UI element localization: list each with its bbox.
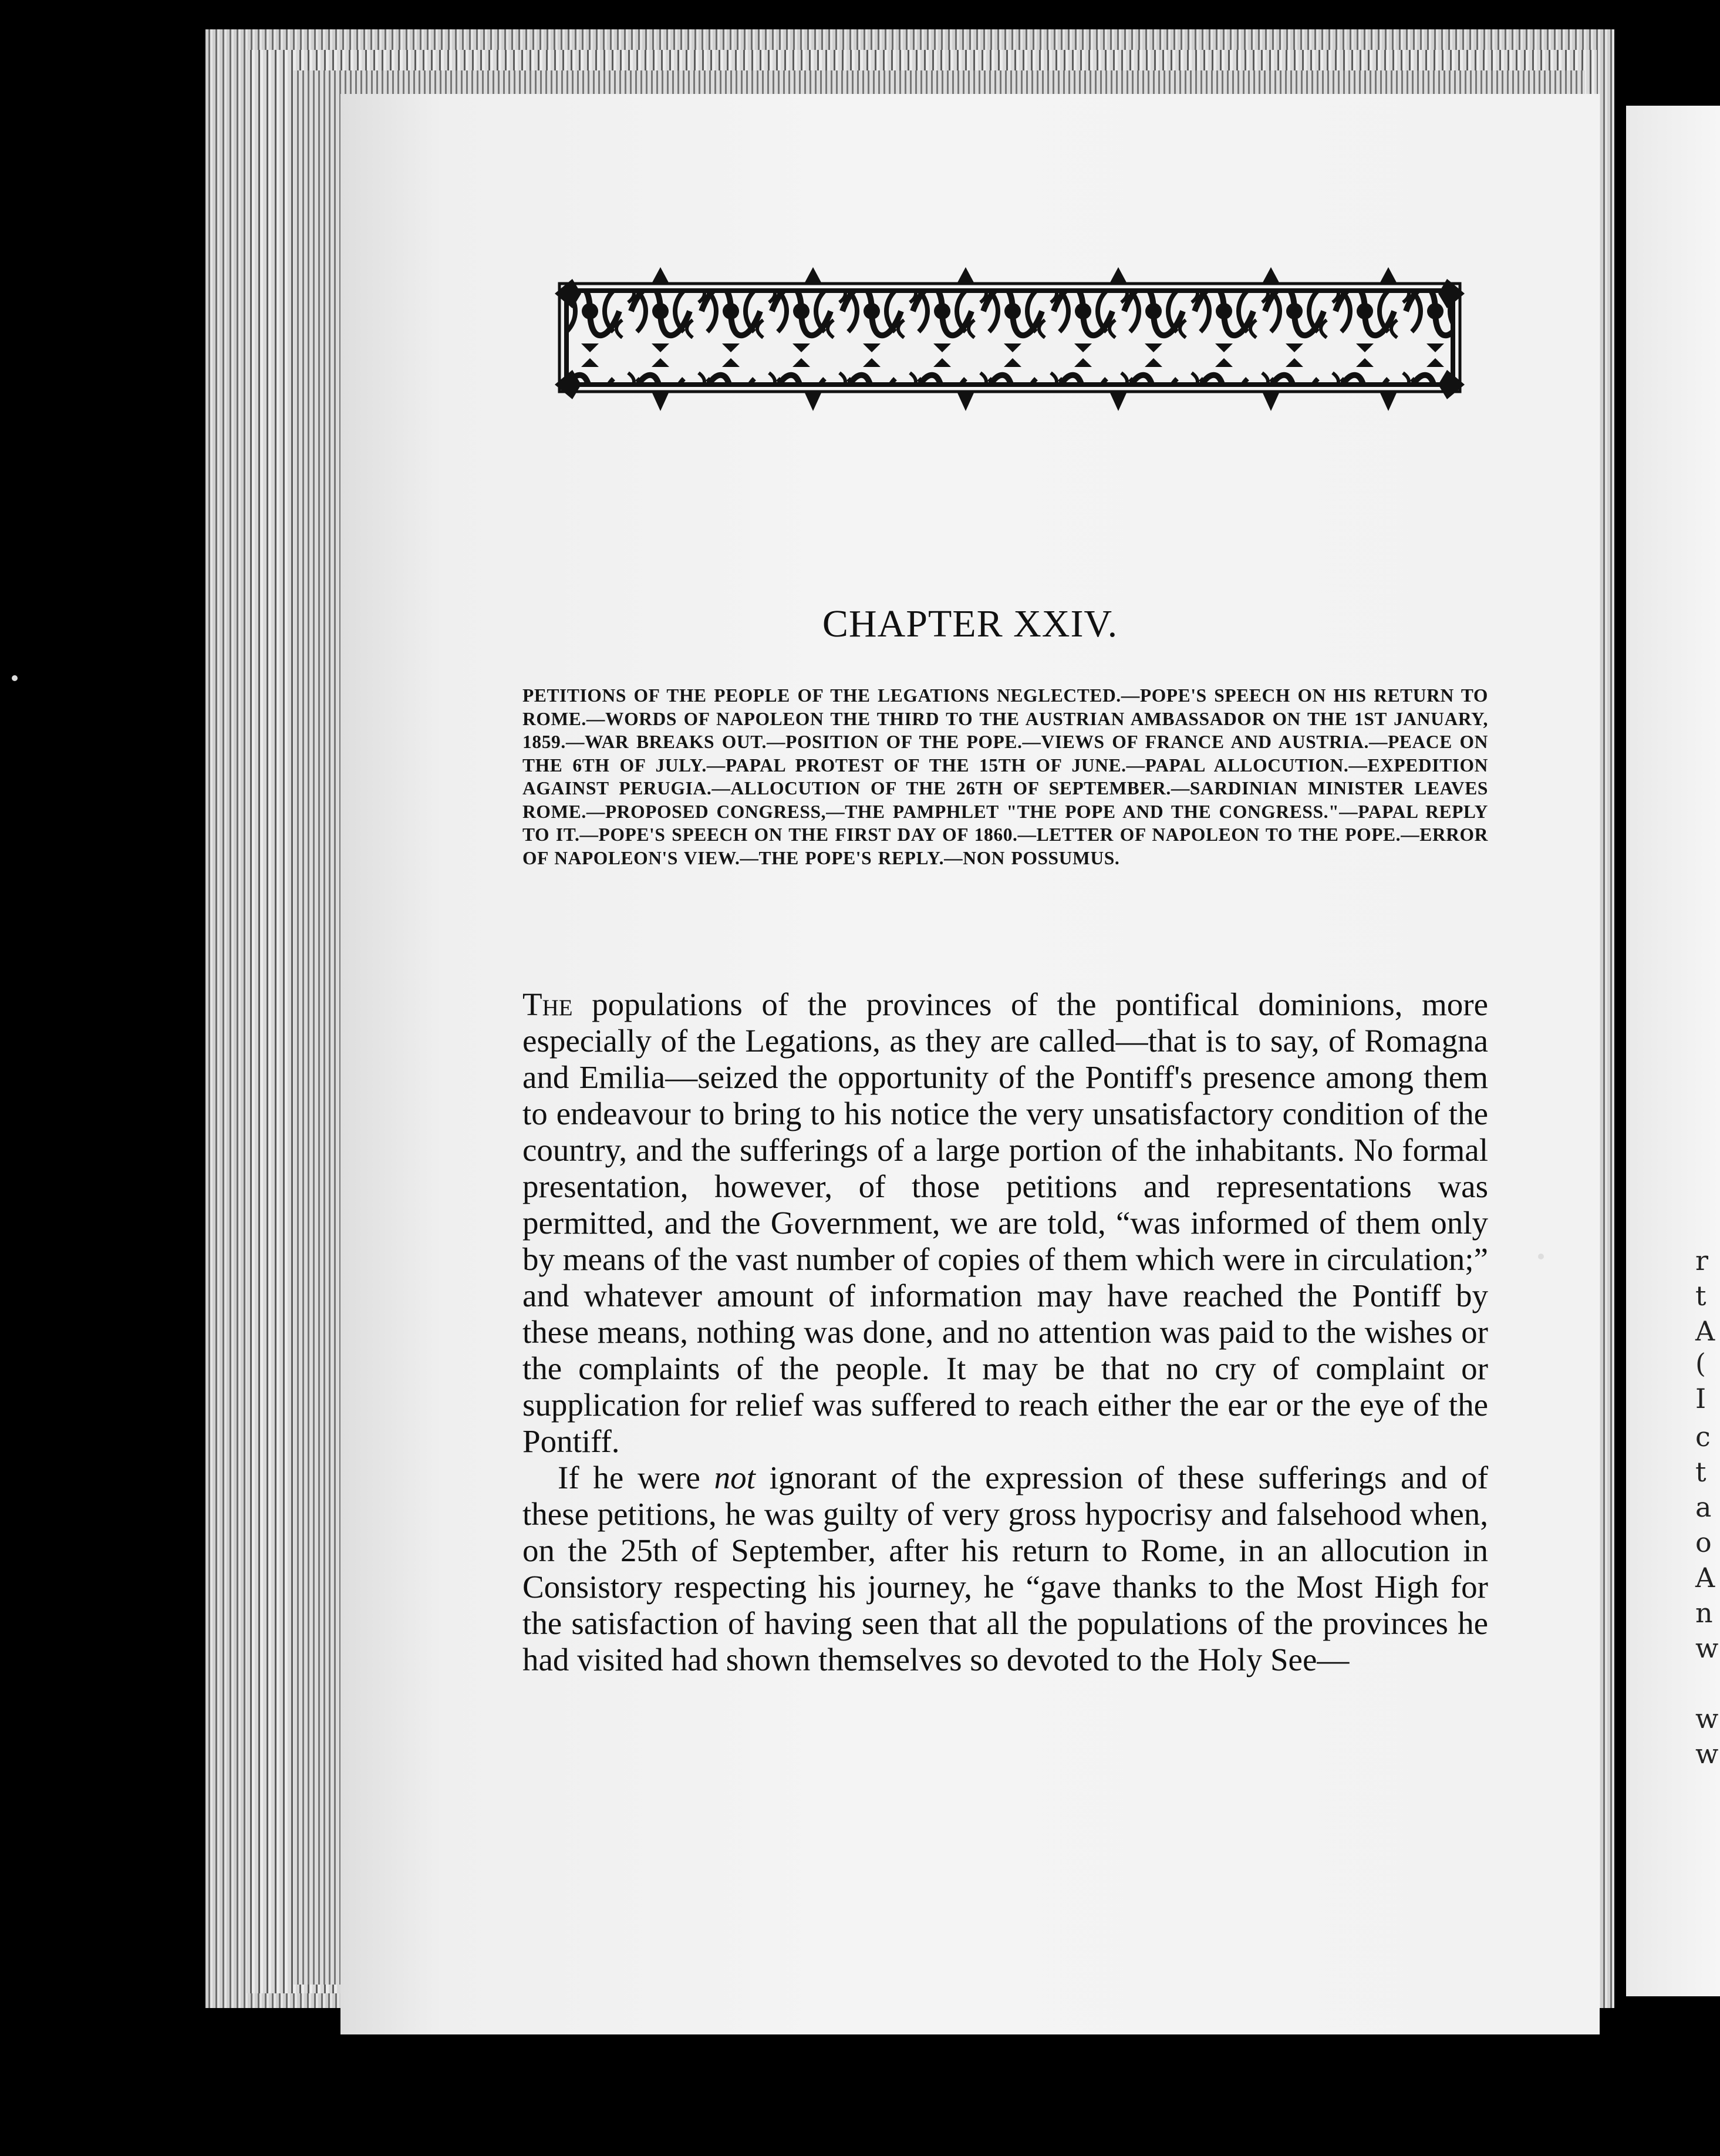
paragraph-opening-word: The: [522, 986, 573, 1022]
facing-page-letter: w: [1695, 1738, 1719, 1770]
facing-page-letter: c: [1695, 1421, 1711, 1453]
facing-page-letter: I: [1695, 1383, 1706, 1414]
paragraph-1-text: populations of the provinces of the pontifical dominions, more especially of the Legations, as they are called—that is to say, of Romagna and Emilia—seized the opportunity of the Pontiff's presence among them to endeavour to bring to his notice the very unsatisfactory condition of the country, and the sufferings of a large portion of the inhabitants. No formal presentation, however, of those petitions and representations was permitted, and the Government, we are told, “was informed of them only by means of the vast number of copies of them which were in circulation;” and whatever amount of information may have reached the Pontiff by these means, nothing was done, and no attention was paid to the wishes or the complaints of the people. It may be that no cry of complaint or supplication for relief was suffered to reach either the ear or the eye of the Pontiff.: [522, 986, 1488, 1459]
facing-page-letter: w: [1695, 1632, 1719, 1664]
facing-page-letter: A: [1695, 1562, 1715, 1594]
paragraph-1: [522, 986, 1488, 1460]
chapter-title: CHAPTER XXIV.: [822, 602, 1118, 645]
facing-page-letter: n: [1695, 1597, 1713, 1629]
facing-page-letter: w: [1695, 1703, 1719, 1734]
facing-page-letter: o: [1695, 1527, 1712, 1558]
emphasized-word: not: [714, 1460, 756, 1495]
ornamental-header-band: [555, 267, 1465, 411]
paragraph-2-start: If he were: [558, 1460, 714, 1495]
chapter-body: [522, 986, 1488, 1678]
facing-page-letter: a: [1695, 1491, 1712, 1523]
facing-page-letter: r: [1695, 1245, 1708, 1276]
facing-page-letter: t: [1695, 1280, 1706, 1312]
facing-page-letter: A: [1695, 1315, 1715, 1347]
paragraph-2: [522, 1460, 1488, 1678]
paragraph-2-text: ignorant of the expression of these sufferings and of these petitions, he was guilty of very gross hypocrisy and falsehood when, on the 25th of September, after his return to Rome, in an allocution in Consistory respecting his journey, he “gave thanks to the Most High for the satisfaction of having seen that all the populations of the provinces he had visited had shown themselves so devoted to the Holy See—: [522, 1460, 1489, 1677]
scan-speck: [1538, 1254, 1544, 1259]
facing-page-letter: (: [1695, 1347, 1706, 1379]
facing-page-edge: [1626, 106, 1720, 1996]
facing-page-letter: t: [1695, 1456, 1706, 1488]
chapter-summary: PETITIONS OF THE PEOPLE OF THE LEGATIONS NEGLECTED.—POPE'S SPEECH ON HIS RETURN TO ROME.—WORDS OF NAPOLEON THE THIRD TO THE AUSTRIAN AMBASSADOR ON THE 1ST JANUARY, 1859.—WAR BREAKS OUT.—POSITION OF THE POPE.—VIEWS OF FRANCE AND AUSTRIA.—PEACE ON THE 6TH OF JULY.—PAPAL PROTEST OF THE 15TH OF JUNE.—PAPAL ALLOCUTION.—EXPEDITION AGAINST PERUGIA.—ALLOCUTION OF THE 26TH OF SEPTEMBER.—SARDINIAN MINISTER LEAVES ROME.—PROPOSED CONGRESS,—THE PAMPHLET "THE POPE AND THE CONGRESS."—PAPAL REPLY TO IT.—POPE'S SPEECH ON THE FIRST DAY OF 1860.—LETTER OF NAPOLEON TO THE POPE.—ERROR OF NAPOLEON'S VIEW.—THE POPE'S REPLY.—NON POSSUMUS.: [522, 685, 1488, 868]
scan-speck: [12, 675, 18, 681]
